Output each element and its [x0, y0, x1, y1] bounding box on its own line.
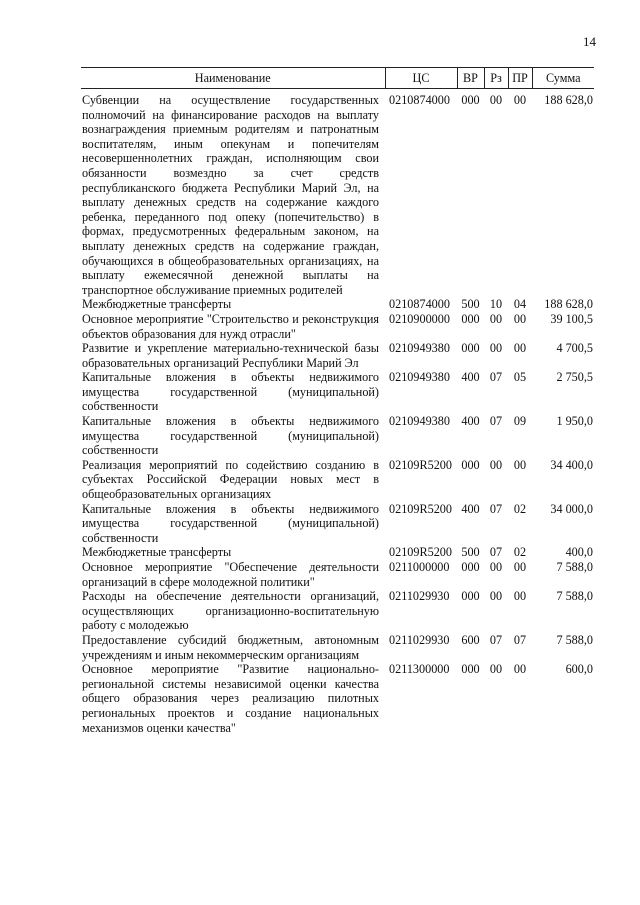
- row-rz: 00: [489, 311, 503, 326]
- row-sum: 188 628,0: [544, 297, 593, 312]
- table-row: [81, 502, 594, 546]
- row-name: Капитальные вложения в объекты недвижимого имущества государственной (муниципальной) собственности: [82, 501, 379, 545]
- row-sum: 7 588,0: [556, 632, 593, 647]
- row-vr: 400: [461, 370, 480, 385]
- row-vr: 000: [461, 560, 480, 574]
- row-cs: 0210949380: [389, 414, 450, 429]
- row-pr: 00: [513, 311, 527, 326]
- row-rz: 07: [489, 632, 503, 647]
- row-vr: 000: [461, 311, 480, 326]
- page-number: 14: [583, 34, 596, 49]
- row-sum: 2 750,5: [556, 370, 593, 385]
- row-cs: 02109R5200: [389, 457, 452, 472]
- row-vr: 000: [461, 457, 480, 472]
- header-name: Наименование: [81, 68, 385, 89]
- table-row: [81, 297, 594, 312]
- row-name: Основное мероприятие "Строительство и реконструкция объектов образования для нужд отрасли": [82, 311, 379, 341]
- row-sum: 7 588,0: [556, 560, 593, 574]
- row-name: Расходы на обеспечение деятельности организаций, осуществляющих организационно-воспитательную работу с молодежью: [82, 589, 379, 633]
- row-vr: 000: [461, 93, 480, 107]
- table-row: [81, 341, 594, 370]
- row-rz: 00: [489, 341, 503, 356]
- table-row: [81, 370, 594, 414]
- header-sum: Сумма: [532, 68, 594, 89]
- row-cs: 0211029930: [389, 589, 450, 604]
- row-name: Межбюджетные трансферты: [82, 545, 232, 560]
- row-cs: 02109R5200: [389, 545, 452, 560]
- header-rz: Рз: [484, 68, 508, 89]
- row-sum: 39 100,5: [550, 311, 593, 326]
- row-sum: 4 700,5: [556, 341, 593, 356]
- row-name: Субвенции на осуществление государственных полномочий на финансирование расходов на выплату вознаграждения приемным родителям и патронатным воспитателям, иным опекунам и попечителям несовершеннолетних граждан, исполняющим свои обязанности возмездно за счет средств республиканского бюджета Республики Марий Эл, на выплату денежных средств на содержание каждого ребенка, переданного под опеку (попечительство) в формах, предусмотренных федеральным законом, на выплату денежных средств на содержание граждан, обучающихся в общеобразовательных организациях, на выплату ежемесячной денежной выплаты на транспортное обслуживание приемных родителей: [82, 93, 379, 297]
- row-cs: 0210874000: [389, 93, 450, 107]
- row-cs: 0210874000: [389, 297, 450, 312]
- header-pr: ПР: [508, 68, 532, 89]
- row-name: Капитальные вложения в объекты недвижимого имущества государственной (муниципальной) собственности: [82, 370, 379, 414]
- row-vr: 400: [461, 501, 480, 516]
- row-pr: 00: [513, 662, 527, 677]
- table-row: [81, 633, 594, 662]
- row-rz: 00: [489, 93, 503, 107]
- row-cs: 0211300000: [389, 662, 450, 677]
- budget-table: [81, 67, 594, 735]
- row-sum: 600,0: [565, 662, 593, 677]
- row-sum: 188 628,0: [544, 93, 593, 107]
- row-cs: 02109R5200: [389, 501, 452, 516]
- row-rz: 07: [489, 545, 503, 560]
- row-pr: 07: [513, 632, 527, 647]
- row-rz: 00: [489, 589, 503, 604]
- row-pr: 00: [513, 589, 527, 604]
- row-vr: 500: [461, 545, 480, 560]
- table-row: [81, 662, 594, 735]
- table-row: [81, 414, 594, 458]
- row-cs: 0210900000: [389, 311, 450, 326]
- table-row: [81, 93, 594, 297]
- row-pr: 00: [513, 93, 527, 107]
- row-pr: 09: [513, 414, 527, 429]
- table-row: [81, 458, 594, 502]
- table-row: [81, 589, 594, 633]
- row-rz: 00: [489, 560, 503, 574]
- row-vr: 000: [461, 662, 480, 677]
- row-pr: 00: [513, 341, 527, 356]
- row-vr: 400: [461, 414, 480, 429]
- row-sum: 7 588,0: [556, 589, 593, 604]
- row-sum: 400,0: [565, 545, 593, 560]
- row-rz: 10: [489, 297, 503, 312]
- row-cs: 0211029930: [389, 632, 450, 647]
- row-rz: 00: [489, 457, 503, 472]
- row-sum: 34 400,0: [550, 457, 593, 472]
- row-vr: 000: [461, 589, 480, 604]
- row-name: Межбюджетные трансферты: [82, 297, 232, 312]
- row-vr: 000: [461, 341, 480, 356]
- row-pr: 00: [513, 457, 527, 472]
- row-name: Развитие и укрепление материально-технической базы образовательных организаций Республики Марий Эл: [82, 341, 379, 370]
- row-name: Предоставление субсидий бюджетным, автономным учреждениям и иным некоммерческим организациям: [82, 632, 379, 662]
- row-cs: 0211000000: [389, 560, 450, 574]
- row-sum: 34 000,0: [550, 501, 593, 516]
- header-cs: ЦС: [385, 68, 457, 89]
- table-row: [81, 312, 594, 341]
- table-row: [81, 545, 594, 560]
- row-pr: 02: [513, 545, 527, 560]
- header-vr: ВР: [457, 68, 484, 89]
- row-pr: 04: [513, 297, 527, 312]
- row-sum: 1 950,0: [556, 414, 593, 429]
- row-pr: 02: [513, 501, 527, 516]
- row-vr: 600: [461, 632, 480, 647]
- row-name: Капитальные вложения в объекты недвижимого имущества государственной (муниципальной) собственности: [82, 414, 379, 458]
- table-header-row: [81, 68, 594, 89]
- table-row: [81, 560, 594, 589]
- row-cs: 0210949380: [389, 341, 450, 356]
- row-rz: 07: [489, 370, 503, 385]
- row-name: Реализация мероприятий по содействию созданию в субъектах Российской Федерации новых мест в общеобразовательных организациях: [82, 457, 379, 502]
- row-pr: 00: [513, 560, 527, 574]
- row-name: Основное мероприятие "Развитие национально-региональной системы независимой оценки качества общего образования через реализацию пилотных региональных проектов и создание национальных механизмов оценки качества": [82, 662, 379, 735]
- row-name: Основное мероприятие "Обеспечение деятельности организаций в сфере молодежной политики": [82, 560, 379, 589]
- row-vr: 500: [461, 297, 480, 312]
- row-rz: 07: [489, 501, 503, 516]
- row-cs: 0210949380: [389, 370, 450, 385]
- row-pr: 05: [513, 370, 527, 385]
- row-rz: 07: [489, 414, 503, 429]
- row-rz: 00: [489, 662, 503, 677]
